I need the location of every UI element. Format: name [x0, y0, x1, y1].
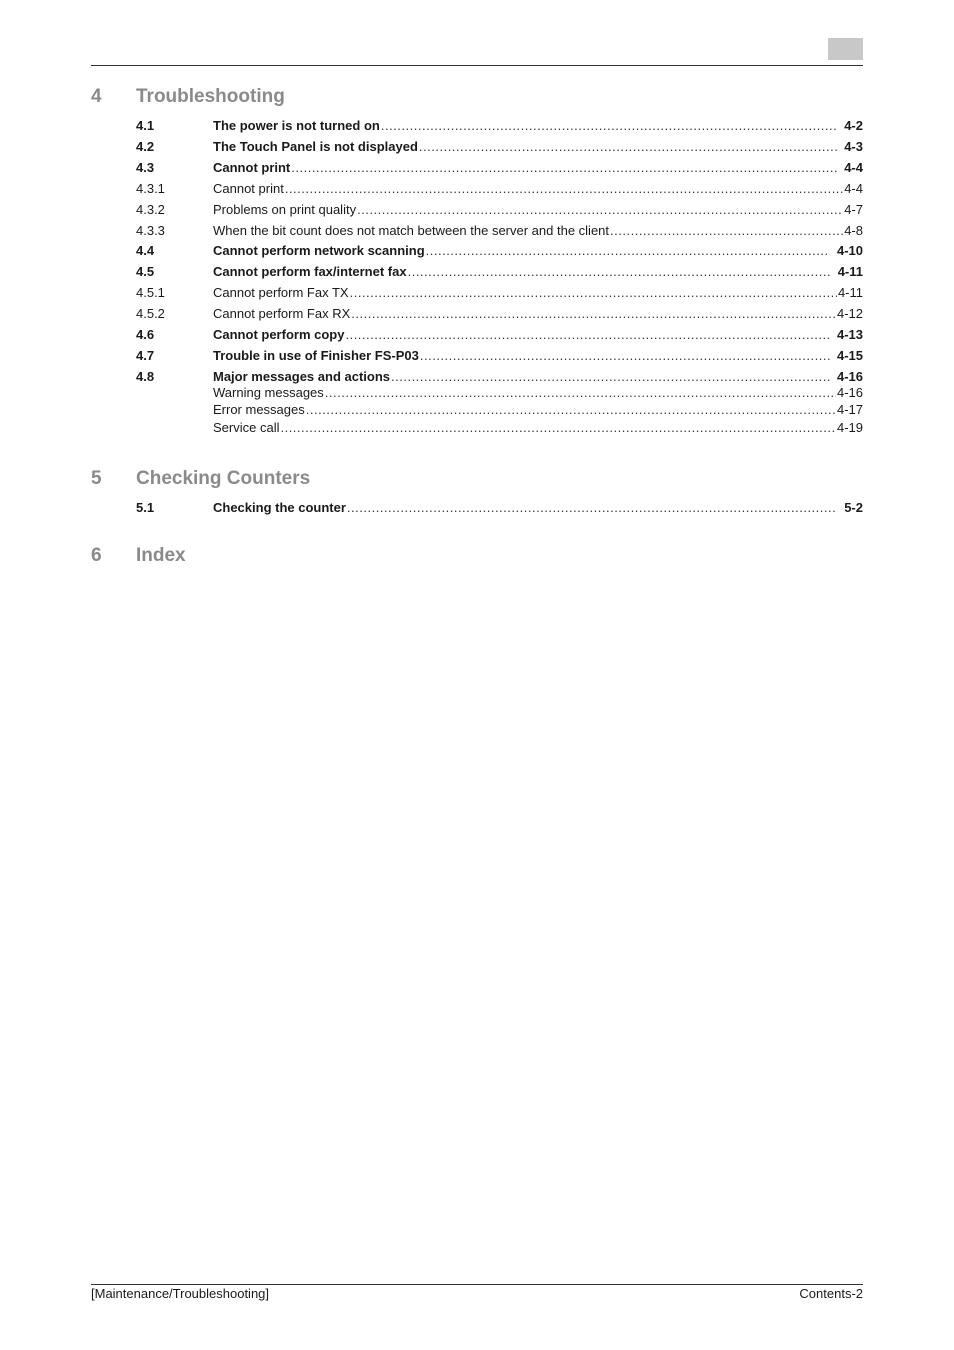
chapter-title: Checking Counters	[136, 468, 311, 489]
toc-entry[interactable]	[136, 347, 863, 364]
toc-leader-dots	[419, 138, 837, 155]
toc-entry-number: 4.3.2	[136, 202, 165, 217]
toc-leader-dots	[285, 180, 843, 197]
toc-entry[interactable]	[136, 499, 863, 516]
toc-entry[interactable]	[136, 326, 863, 343]
toc-entry-number: 4.6	[136, 327, 155, 342]
chapter-title: Troubleshooting	[136, 86, 285, 107]
toc-entry-number: 4.1	[136, 118, 155, 133]
toc-entry[interactable]	[136, 263, 863, 280]
toc-entry-page: 4-11	[837, 285, 863, 300]
toc-leader-dots	[291, 159, 837, 176]
toc-entry-page: 4-4	[844, 181, 863, 196]
chapter-6-heading	[91, 545, 863, 571]
toc-leader-dots	[306, 401, 836, 418]
chapter-4-heading	[91, 86, 863, 112]
toc-entry-page: 4-17	[836, 402, 863, 417]
toc-entry-page: 4-3	[844, 139, 863, 154]
toc-entry-label: The Touch Panel is not displayed	[213, 139, 418, 154]
toc-entry-page: 4-10	[836, 243, 863, 258]
toc-entry-label: Cannot perform Fax TX	[213, 285, 349, 300]
toc-entry-page: 4-4	[844, 160, 863, 175]
toc-entry-number: 4.5.2	[136, 306, 165, 321]
toc-entry[interactable]	[136, 180, 863, 197]
toc-entry-page: 4-19	[836, 420, 863, 435]
toc-entry[interactable]	[136, 159, 863, 176]
toc-leader-dots	[610, 222, 843, 239]
footer-page-number: Contents-2	[799, 1286, 863, 1301]
toc-entry[interactable]	[136, 305, 863, 322]
toc-entry[interactable]	[136, 419, 863, 436]
toc-leader-dots	[381, 117, 837, 134]
toc-entry[interactable]	[136, 284, 863, 301]
toc-entry[interactable]	[136, 384, 863, 401]
toc-leader-dots	[391, 368, 830, 385]
toc-entry[interactable]	[136, 138, 863, 155]
toc-entry-label: Problems on print quality	[213, 202, 357, 217]
toc-entry-label: Major messages and actions	[213, 369, 391, 384]
toc-entry[interactable]	[136, 222, 863, 239]
toc-entry-page: 4-16	[836, 369, 863, 384]
toc-leader-dots	[420, 347, 830, 364]
toc-leader-dots	[426, 242, 830, 259]
toc-entry-number: 4.5	[136, 264, 155, 279]
chapter-number: 5	[91, 468, 102, 489]
toc-entry-number: 4.2	[136, 139, 155, 154]
toc-entry-label: Cannot perform Fax RX	[213, 306, 351, 321]
toc-entry-number: 4.3.1	[136, 181, 165, 196]
toc-entry-page: 4-8	[844, 223, 863, 238]
toc-entry-number: 4.5.1	[136, 285, 165, 300]
toc-entry-label: Service call	[213, 420, 280, 435]
footer-manual-title: [Maintenance/Troubleshooting]	[91, 1286, 270, 1301]
toc-entry-page: 4-13	[836, 327, 863, 342]
toc-entry-label: When the bit count does not match between the server and the client	[213, 223, 610, 238]
toc-leader-dots	[350, 284, 837, 301]
toc-entry[interactable]	[136, 117, 863, 134]
toc-entry-label: Cannot perform fax/internet fax	[213, 264, 407, 279]
toc-entry-number: 4.8	[136, 369, 155, 384]
toc-entry-label: Error messages	[213, 402, 305, 417]
toc-entry-label: Warning messages	[213, 385, 324, 400]
toc-leader-dots	[345, 326, 830, 343]
toc-entry-number: 4.3.3	[136, 223, 165, 238]
chapter-5-heading	[91, 468, 863, 494]
toc-entry-page: 4-2	[844, 118, 863, 133]
toc-entry-page: 4-12	[836, 306, 863, 321]
chapter-number: 6	[91, 545, 102, 566]
chapter-title: Index	[136, 545, 186, 566]
chapter-number: 4	[91, 86, 102, 107]
toc-entry-label: Cannot perform copy	[213, 327, 345, 342]
toc-entry-label: Trouble in use of Finisher FS-P03	[213, 348, 419, 363]
toc-leader-dots	[351, 305, 836, 322]
toc-leader-dots	[347, 499, 837, 516]
toc-entry-number: 5.1	[136, 500, 155, 515]
toc-entry-page: 5-2	[844, 500, 863, 515]
toc-entry-label: The power is not turned on	[213, 118, 380, 133]
toc-entry[interactable]	[136, 401, 863, 418]
toc-leader-dots	[325, 384, 836, 401]
toc-entry-number: 4.4	[136, 243, 155, 258]
toc-leader-dots	[280, 419, 836, 436]
toc-leader-dots	[408, 263, 831, 280]
toc-entry-page: 4-7	[844, 202, 863, 217]
toc-entry[interactable]	[136, 368, 863, 385]
toc-entry-number: 4.7	[136, 348, 155, 363]
header-tab	[828, 38, 863, 60]
toc-entry-page: 4-15	[836, 348, 863, 363]
toc-entry-label: Checking the counter	[213, 500, 346, 515]
toc-leader-dots	[357, 201, 843, 218]
toc-entry-label: Cannot perform network scanning	[213, 243, 425, 258]
toc-entry-label: Cannot print	[213, 160, 291, 175]
toc-entry[interactable]	[136, 201, 863, 218]
footer-rule	[91, 1284, 863, 1285]
toc-entry-label: Cannot print	[213, 181, 284, 196]
toc-entry-page: 4-11	[837, 264, 863, 279]
header-rule	[91, 65, 863, 66]
toc-entry[interactable]	[136, 242, 863, 259]
toc-entry-number: 4.3	[136, 160, 155, 175]
toc-entry-page: 4-16	[836, 385, 863, 400]
